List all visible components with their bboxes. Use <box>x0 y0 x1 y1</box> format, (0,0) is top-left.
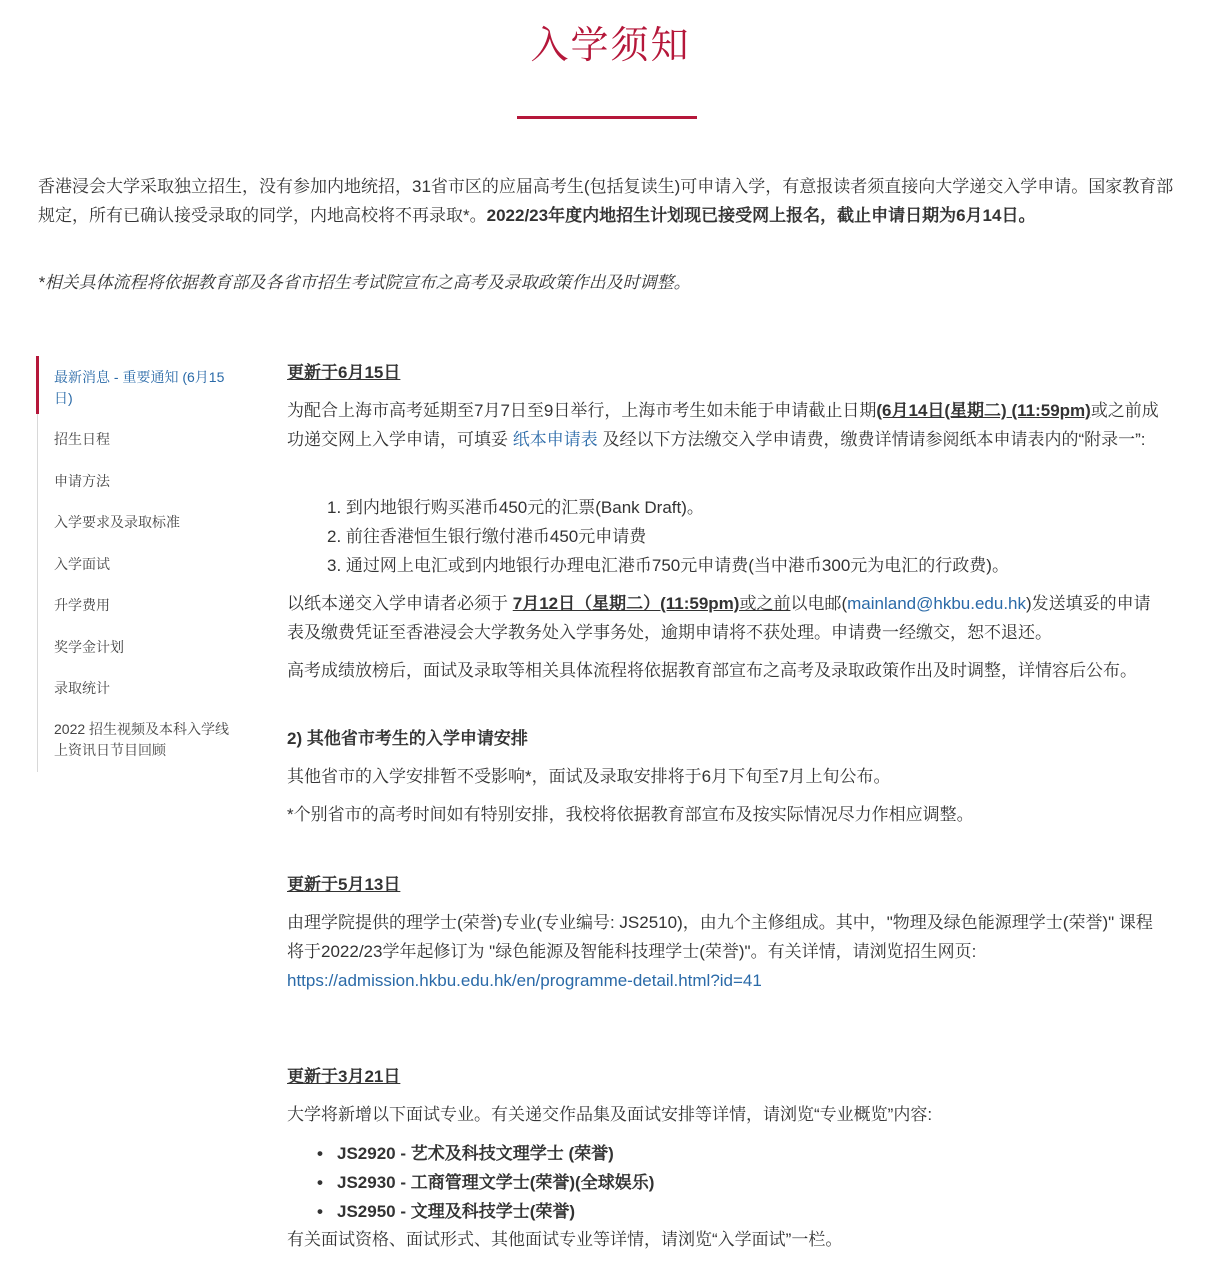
update-heading-text: 更新于3月21日 <box>287 1067 401 1086</box>
deadline-date: 7月12日（星期二）(11:59pm) <box>512 594 740 613</box>
programme-list <box>287 1139 1197 1226</box>
text-span: 以电邮( <box>790 594 848 613</box>
programme-detail-link[interactable]: https://admission.hkbu.edu.hk/en/programme-detail.html?id=41 <box>287 971 762 990</box>
sidebar-nav <box>37 356 238 772</box>
text-span: 或之前 <box>739 594 791 613</box>
update3-paragraph-1: 大学将新增以下面试专业。有关递交作品集及面试安排等详情，请浏览“专业概览”内容: <box>287 1105 933 1124</box>
deadline-date: (6月14日(星期二) (11:59pm) <box>876 401 1091 420</box>
update1-paragraph-3: 高考成绩放榜后，面试及录取等相关具体流程将依据教育部宣布之高考及录取政策作出及时调整，详情容后公布。 <box>287 661 1137 680</box>
sidebar-item-videos[interactable]: 2022 招生视频及本科入学线上资讯日节目回顾 <box>54 721 230 758</box>
paper-form-link[interactable]: 纸本申请表 <box>512 430 598 449</box>
sidebar-item-requirements[interactable]: 入学要求及录取标准 <box>54 514 180 530</box>
update1-paragraph-2 <box>287 589 1167 647</box>
text-span: )发送填妥的申请表及缴费凭证至香港浸会大学教务处入学事务处，逾期申请将不获处理。申请费一经缴交，恕不退还。 <box>287 594 1151 642</box>
list-item: • JS2920 - 艺术及科技文理学士 (荣誉) <box>317 1139 1197 1168</box>
sidebar-item-fees[interactable]: 升学费用 <box>54 597 110 613</box>
sidebar-item-statistics[interactable]: 录取统计 <box>54 680 110 696</box>
sidebar-item-scholarship[interactable]: 奖学金计划 <box>54 639 124 655</box>
update-heading <box>287 358 1167 387</box>
update-heading <box>287 1062 1167 1091</box>
page-title: 入学须知 <box>530 25 691 67</box>
update3-paragraph-2: 有关面试资格、面试形式、其他面试专业等详情，请浏览“入学面试”一栏。 <box>287 1230 843 1249</box>
text-span: 或之前成功递交网上入学申请，可填妥 <box>287 401 1159 449</box>
title-underline <box>517 116 697 119</box>
email-link[interactable]: mainland@hkbu.edu.hk <box>847 594 1027 613</box>
list-item: 2. 前往香港恒生银行缴付港币450元申请费 <box>327 527 647 546</box>
list-item: • JS2930 - 工商管理文学士(荣誉)(全球娱乐) <box>317 1168 1197 1197</box>
intro-deadline: 2022/23年度内地招生计划现已接受网上报名，截止申请日期为6月14日。 <box>486 206 1036 225</box>
list-item: 1. 到内地银行购买港币450元的汇票(Bank Draft)。 <box>327 498 704 517</box>
sidebar-item-interview[interactable]: 入学面试 <box>54 556 110 572</box>
text-span: 为配合上海市高考延期至7月7日至9日举行，上海市考生如未能于申请截止日期 <box>287 401 877 420</box>
sidebar-active-indicator <box>36 356 39 414</box>
update-heading-text: 更新于6月15日 <box>287 363 401 382</box>
intro-note: *相关具体流程将依据教育部及各省市招生考试院宣布之高考及录取政策作出及时调整。 <box>38 273 691 292</box>
update2-paragraph <box>287 908 1167 995</box>
list-item: • JS2950 - 文理及科技学士(荣誉) <box>317 1197 1197 1226</box>
intro-paragraph <box>38 172 1178 230</box>
list-item: 3. 通过网上电汇或到内地银行办理电汇港币750元申请费(当中港币300元为电汇的行政费)。 <box>327 556 1009 575</box>
text-span: 由理学院提供的理学士(荣誉)专业(专业编号: JS2510)，由九个主修组成。其中，"物理及绿色能源理学士(荣誉)" 课程将于2022/23学年起修订为 "绿色能源及智能科技理学士(荣誉)"。有关详情，请浏览招生网页: <box>287 913 1153 961</box>
sub-heading: 2) 其他省市考生的入学申请安排 <box>287 729 528 748</box>
sidebar-item-application[interactable]: 申请方法 <box>54 473 110 489</box>
intro-text: 香港浸会大学采取独立招生，没有参加内地统招，31省市区的应届高考生(包括复读生)可申请入学，有意报读者须直接向大学递交入学申请。国家教育部规定，所有已确认接受录取的同学，内地高校将不再录取*。 <box>38 177 1174 225</box>
sidebar-item-latest-news[interactable]: 最新消息 - 重要通知 (6月15日) <box>54 369 225 406</box>
update-heading-text: 更新于5月13日 <box>287 875 401 894</box>
text-span: 及经以下方法缴交入学申请费，缴费详情请参阅纸本申请表内的“附录一”: <box>597 430 1146 449</box>
update1-paragraph-5: *个别省市的高考时间如有特别安排，我校将依据教育部宣布及按实际情况尽力作相应调整。 <box>287 805 974 824</box>
update1-paragraph-1 <box>287 396 1167 454</box>
payment-steps <box>287 493 1207 580</box>
text-span: 以纸本递交入学申请者必须于 <box>287 594 513 613</box>
update1-paragraph-4: 其他省市的入学安排暂不受影响*，面试及录取安排将于6月下旬至7月上旬公布。 <box>287 767 891 786</box>
sidebar-item-schedule[interactable]: 招生日程 <box>54 431 110 447</box>
update-heading <box>287 870 1167 899</box>
